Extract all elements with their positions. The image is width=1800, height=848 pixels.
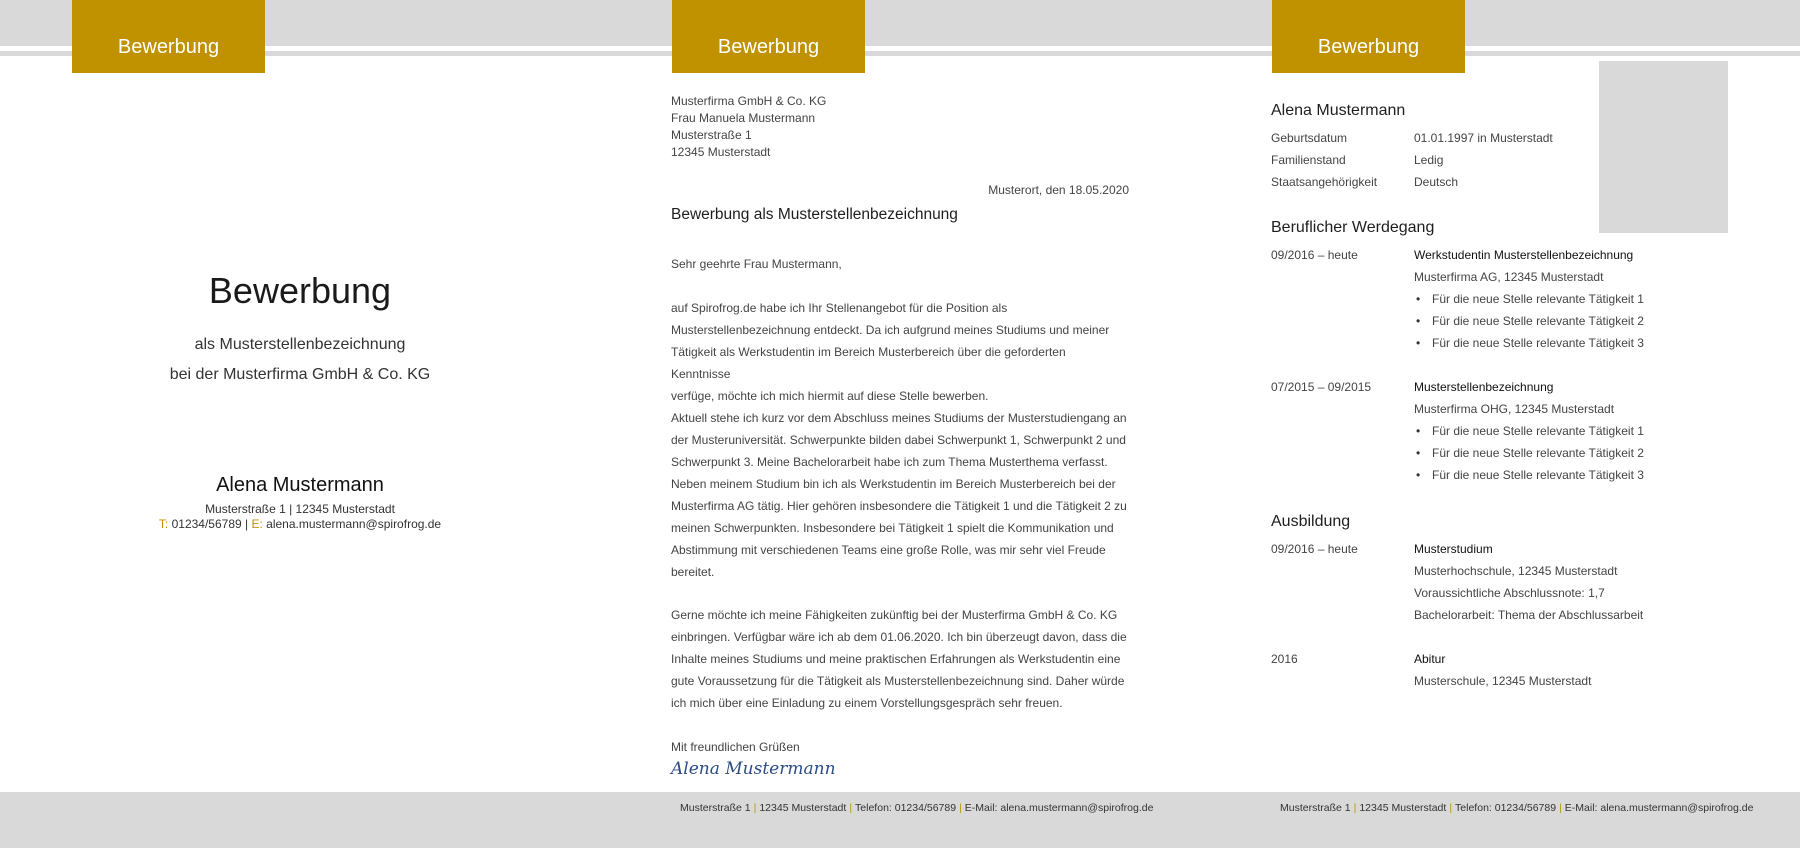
- cover-name: Alena Mustermann: [216, 474, 384, 496]
- letter-tab-label: Bewerbung: [717, 36, 820, 58]
- footer-city: 12345 Musterstadt: [1359, 802, 1447, 814]
- career-bullet: • Für die neue Stelle relevante Tätigkeit 2: [1432, 314, 1644, 328]
- education-line: Voraussichtliche Abschlussnote: 1,7: [1414, 586, 1605, 600]
- education-line: Musterschule, 12345 Musterstadt: [1414, 674, 1592, 688]
- paragraph-line: einbringen. Verfügbar wäre ich ab dem 01.06.2020. Ich bin überzeugt davon, dass die: [671, 630, 1127, 644]
- phone-label: T:: [158, 517, 169, 531]
- footer-city: 12345 Musterstadt: [759, 802, 847, 814]
- career-company: Musterfirma OHG, 12345 Musterstadt: [1414, 402, 1615, 416]
- footer-email[interactable]: E-Mail: alena.mustermann@spirofrog.de: [964, 802, 1154, 814]
- cover-subtitle-2: bei der Musterfirma GmbH & Co. KG: [169, 366, 431, 383]
- paragraph-line: Aktuell stehe ich kurz vor dem Abschluss meines Studiums der Musterstudiengang an: [671, 411, 1127, 425]
- education-period: 09/2016 – heute: [1271, 542, 1358, 556]
- cv-tab-label: Bewerbung: [1317, 36, 1420, 58]
- letter-tab: [672, 0, 865, 73]
- career-period: 07/2015 – 09/2015: [1271, 380, 1372, 394]
- paragraph-line: gute Voraussetzung für die Tätigkeit als Musterstellenbezeichnung sind. Daher würde: [671, 674, 1125, 688]
- paragraph-line: Musterstellenbezeichnung entdeckt. Da ich aufgrund meines Studiums und meiner: [671, 323, 1110, 337]
- personal-value: Ledig: [1414, 153, 1444, 167]
- paragraph-line: verfüge, möchte ich mich hiermit auf diese Stelle bewerben.: [671, 389, 989, 403]
- paragraph-line: ich mich über eine Einladung zu einem Vorstellungsgespräch sehr freuen.: [671, 696, 1063, 710]
- career-bullet: • Für die neue Stelle relevante Tätigkeit 2: [1432, 446, 1644, 460]
- cover-title: Bewerbung: [208, 270, 392, 311]
- recipient-line: 12345 Musterstadt: [671, 145, 771, 159]
- cover-address: Musterstraße 1 | 12345 Musterstadt: [205, 502, 395, 516]
- paragraph-line: Tätigkeit als Werkstudentin im Bereich Musterbereich über die geforderten Kenntnisse: [671, 345, 1066, 381]
- education-period: 2016: [1271, 652, 1298, 666]
- closing: Mit freundlichen Grüßen: [671, 740, 800, 754]
- paragraph-2: [671, 407, 1127, 583]
- paragraph-line: Abstimmung mit verschiedenen Teams eine große Rolle, was mir sehr viel Freude: [671, 543, 1106, 557]
- bottom-band: [0, 792, 1800, 848]
- recipient-line: Frau Manuela Mustermann: [671, 111, 816, 125]
- cover-tab-label: Bewerbung: [117, 36, 220, 58]
- education-line: Bachelorarbeit: Thema der Abschlussarbeit: [1414, 608, 1644, 622]
- personal-label: Geburtsdatum: [1271, 131, 1348, 145]
- recipient-line: Musterstraße 1: [671, 128, 752, 142]
- letter-subject: Bewerbung als Musterstellenbezeichnung: [671, 206, 958, 223]
- paragraph-line: Schwerpunkt 3. Meine Bachelorarbeit habe ich zum Thema Musterthema verfasst.: [671, 455, 1108, 469]
- career-bullet: • Für die neue Stelle relevante Tätigkeit 3: [1432, 336, 1644, 350]
- recipient-address: [671, 93, 826, 161]
- cover-contact: T: 01234/56789 | E: alena.mustermann@spirofrog.de: [158, 517, 442, 531]
- cover-subtitle-1: als Musterstellenbezeichnung: [194, 336, 406, 353]
- footer-street: Musterstraße 1: [1280, 802, 1351, 814]
- cover-page: [0, 0, 600, 792]
- paragraph-1: [671, 297, 1127, 407]
- career-company: Musterfirma AG, 12345 Musterstadt: [1414, 270, 1604, 284]
- paragraph-line: Inhalte meines Studiums und meine praktischen Erfahrungen als Werkstudentin eine: [671, 652, 1121, 666]
- paragraph-line: bereitet.: [671, 565, 715, 579]
- footer-phone: Telefon: 01234/56789: [855, 802, 957, 814]
- photo-placeholder: [1599, 61, 1728, 233]
- career-period: 09/2016 – heute: [1271, 248, 1358, 262]
- education-title: Abitur: [1414, 652, 1446, 666]
- cv-tab: [1272, 0, 1465, 73]
- paragraph-line: Musterfirma AG tätig. Hier gehören insbesondere die Tätigkeit 1 und die Tätigkeit 2 zu: [671, 499, 1127, 513]
- career-bullet: • Für die neue Stelle relevante Tätigkeit 1: [1432, 292, 1644, 306]
- footer-email[interactable]: E-Mail: alena.mustermann@spirofrog.de: [1564, 802, 1754, 814]
- cv-name: Alena Mustermann: [1271, 102, 1406, 119]
- footer-street: Musterstraße 1: [680, 802, 751, 814]
- education-line: Musterhochschule, 12345 Musterstadt: [1414, 564, 1618, 578]
- education-title: Musterstudium: [1414, 542, 1493, 556]
- cv-footer: Musterstraße 1 | 12345 Musterstadt | Telefon: 01234/56789 | E-Mail: alena.mustermann@spirofrog.de: [1280, 802, 1754, 814]
- cover-phone: 01234/56789: [171, 517, 242, 531]
- personal-value: 01.01.1997 in Musterstadt: [1414, 131, 1553, 145]
- career-bullet: • Für die neue Stelle relevante Tätigkeit 1: [1432, 424, 1644, 438]
- paragraph-line: der Musteruniversität. Schwerpunkte bilden dabei Schwerpunkt 1, Schwerpunkt 2 und: [671, 433, 1126, 447]
- personal-label: Staatsangehörigkeit: [1271, 175, 1378, 189]
- personal-value: Deutsch: [1414, 175, 1459, 189]
- recipient-line: Musterfirma GmbH & Co. KG: [671, 94, 827, 108]
- email-label: E:: [251, 517, 263, 531]
- paragraph-line: auf Spirofrog.de habe ich Ihr Stellenangebot für die Position als: [671, 301, 1008, 315]
- salutation: Sehr geehrte Frau Mustermann,: [671, 257, 842, 271]
- career-title: Musterstellenbezeichnung: [1414, 380, 1554, 394]
- letter-footer: Musterstraße 1 | 12345 Musterstadt | Telefon: 01234/56789 | E-Mail: alena.mustermann@spirofrog.de: [680, 802, 1154, 814]
- education-heading: Ausbildung: [1271, 513, 1351, 530]
- paragraph-3: [671, 604, 1127, 714]
- footer-phone: Telefon: 01234/56789: [1455, 802, 1557, 814]
- letter-date: Musterort, den 18.05.2020: [988, 183, 1129, 197]
- paragraph-line: Neben meinem Studium bin ich als Werkstudentin im Bereich Musterbereich bei der: [671, 477, 1116, 491]
- career-title: Werkstudentin Musterstellenbezeichnung: [1414, 248, 1634, 262]
- cover-email[interactable]: alena.mustermann@spirofrog.de: [266, 517, 442, 531]
- paragraph-line: Gerne möchte ich meine Fähigkeiten zukünftig bei der Musterfirma GmbH & Co. KG: [671, 608, 1118, 622]
- paragraph-line: meinen Schwerpunkten. Insbesondere bei Tätigkeit 1 spielt die Kommunikation und: [671, 521, 1114, 535]
- signature: Alena Mustermann: [671, 759, 836, 779]
- personal-label: Familienstand: [1271, 153, 1346, 167]
- career-bullet: • Für die neue Stelle relevante Tätigkeit 3: [1432, 468, 1644, 482]
- career-heading: Beruflicher Werdegang: [1271, 219, 1435, 236]
